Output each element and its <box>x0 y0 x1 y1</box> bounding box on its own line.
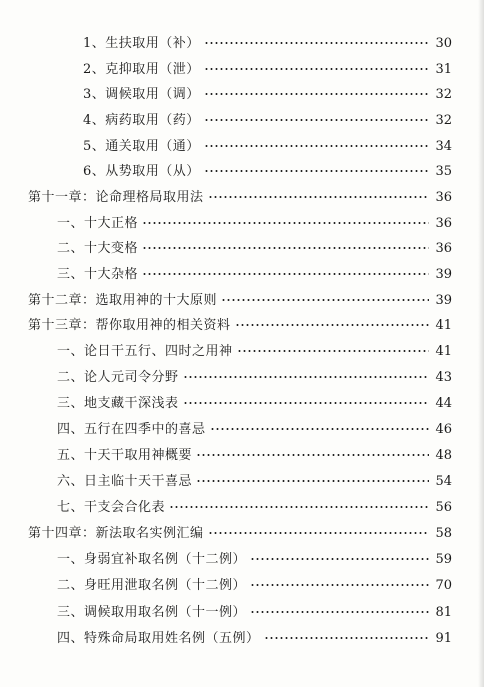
toc-entry-page-number: 41 <box>435 318 452 333</box>
toc-entry-page-number: 44 <box>435 396 452 411</box>
dot-leader <box>142 221 429 225</box>
dot-leader <box>142 272 429 276</box>
toc-entry-title: 六、日主临十天干喜忌 <box>57 474 193 489</box>
toc-entry-title: 一、论日干五行、四时之用神 <box>57 344 233 359</box>
toc-entry-page-number: 48 <box>435 448 452 463</box>
toc-entry-title: 一、身弱宜补取名例（十二例） <box>57 552 247 567</box>
toc-entry-title: 二、十大变格 <box>57 241 139 256</box>
toc-entry-title: 4、病药取用（药） <box>83 113 200 128</box>
toc-entry-title: 一、十大正格 <box>57 216 139 231</box>
toc-entry[interactable] <box>0 574 484 598</box>
toc-entry[interactable] <box>0 160 484 184</box>
dot-leader <box>264 636 429 640</box>
toc-entry-title: 3、调候取用（调） <box>83 87 200 102</box>
dot-leader <box>183 375 429 379</box>
toc-entry-title: 第十四章：新法取名实例汇编 <box>28 526 204 541</box>
dot-leader <box>204 41 429 45</box>
dot-leader <box>235 323 429 327</box>
toc-entry[interactable] <box>0 627 484 651</box>
toc-entry[interactable] <box>0 470 484 494</box>
toc-entry-title: 二、身旺用泄取名例（十二例） <box>57 578 247 593</box>
dot-leader <box>183 401 429 405</box>
dot-leader <box>204 118 429 122</box>
toc-entry-page-number: 36 <box>435 190 452 205</box>
dot-leader <box>204 67 429 71</box>
toc-entry-title: 四、五行在四季中的喜忌 <box>57 422 206 437</box>
toc-entry-page-number: 91 <box>435 631 452 646</box>
dot-leader <box>250 557 429 561</box>
toc-entry-title: 四、特殊命局取用姓名例（五例） <box>57 631 260 646</box>
toc-entry[interactable] <box>0 366 484 390</box>
dot-leader <box>204 92 429 96</box>
dot-leader <box>196 453 429 457</box>
toc-entry[interactable] <box>0 212 484 236</box>
dot-leader <box>208 195 429 199</box>
toc-entry-title: 三、地支藏干深浅表 <box>57 396 179 411</box>
toc-entry-page-number: 59 <box>435 552 452 567</box>
toc-entry-page-number: 32 <box>435 87 452 102</box>
toc-entry-title: 五、十天干取用神概要 <box>57 448 193 463</box>
toc-entry[interactable] <box>0 237 484 261</box>
toc-entry-page-number: 43 <box>435 370 452 385</box>
toc-entry-page-number: 70 <box>435 578 452 593</box>
toc-entry-title: 2、克抑取用（泄） <box>83 62 200 77</box>
dot-leader <box>221 298 429 302</box>
dot-leader <box>210 427 429 431</box>
toc-entry[interactable] <box>0 186 484 210</box>
toc-entry-title: 三、十大杂格 <box>57 267 139 282</box>
toc-entry[interactable] <box>0 135 484 159</box>
toc-entry[interactable] <box>0 83 484 107</box>
toc-entry-page-number: 35 <box>435 164 452 179</box>
toc-entry[interactable] <box>0 418 484 442</box>
toc-entry-page-number: 58 <box>435 526 452 541</box>
dot-leader <box>196 479 429 483</box>
toc-entry-title: 第十一章：论命理格局取用法 <box>28 190 204 205</box>
dot-leader <box>169 505 429 509</box>
toc-entry[interactable] <box>0 601 484 625</box>
toc-entry-page-number: 36 <box>435 241 452 256</box>
toc-entry[interactable] <box>0 340 484 364</box>
dot-leader <box>250 583 429 587</box>
toc-entry-title: 三、调候取用取名例（十一例） <box>57 605 247 620</box>
toc-entry-title: 5、通关取用（通） <box>83 139 200 154</box>
toc-entry[interactable] <box>0 444 484 468</box>
page-edge-shadow <box>478 0 484 687</box>
toc-entry-page-number: 41 <box>435 344 452 359</box>
toc-entry-title: 第十二章：选取用神的十大原则 <box>28 293 218 308</box>
toc-entry[interactable] <box>0 314 484 338</box>
toc-entry[interactable] <box>0 392 484 416</box>
toc-entry-page-number: 39 <box>435 267 452 282</box>
dot-leader <box>208 531 429 535</box>
toc-entry[interactable] <box>0 58 484 82</box>
toc-entry[interactable] <box>0 263 484 287</box>
toc-entry[interactable] <box>0 32 484 56</box>
toc-entry-page-number: 54 <box>435 474 452 489</box>
toc-entry-title: 二、论人元司令分野 <box>57 370 179 385</box>
dot-leader <box>142 246 429 250</box>
toc-entry[interactable] <box>0 548 484 572</box>
toc-entry-title: 第十三章：帮你取用神的相关资料 <box>28 318 231 333</box>
dot-leader <box>204 169 429 173</box>
toc-entry-title: 6、从势取用（从） <box>83 164 200 179</box>
toc-entry-page-number: 46 <box>435 422 452 437</box>
toc-entry[interactable] <box>0 522 484 546</box>
toc-entry-page-number: 56 <box>435 500 452 515</box>
toc-entry-page-number: 30 <box>435 36 452 51</box>
dot-leader <box>250 610 429 614</box>
dot-leader <box>204 144 429 148</box>
toc-entry-page-number: 34 <box>435 139 452 154</box>
toc-entry-page-number: 31 <box>435 62 452 77</box>
toc-entry-title: 七、干支会合化表 <box>57 500 166 515</box>
toc-entry[interactable] <box>0 109 484 133</box>
toc-entry[interactable] <box>0 496 484 520</box>
toc-entry-page-number: 32 <box>435 113 452 128</box>
toc-entry-title: 1、生扶取用（补） <box>83 36 200 51</box>
toc-entry-page-number: 81 <box>435 605 452 620</box>
toc-entry[interactable] <box>0 289 484 313</box>
toc-entry-page-number: 39 <box>435 293 452 308</box>
toc-entry-page-number: 36 <box>435 216 452 231</box>
dot-leader <box>237 349 429 353</box>
